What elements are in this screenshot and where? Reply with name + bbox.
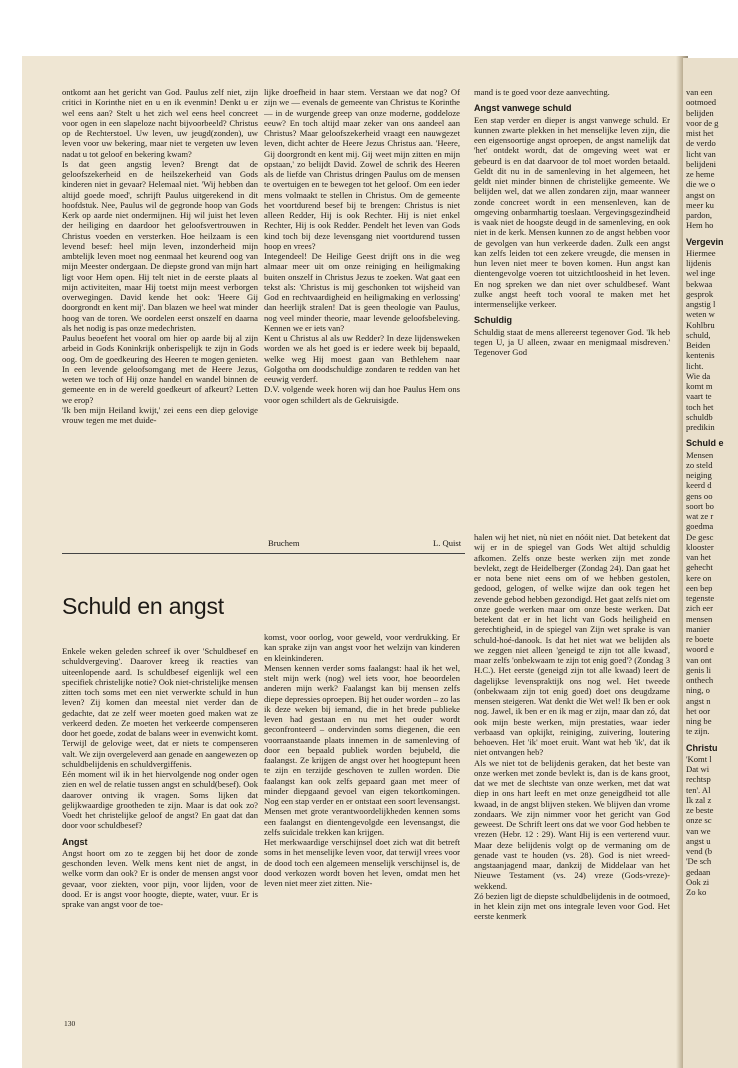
text-line: ootmoed [686,97,717,108]
text-line: toch het [686,401,714,412]
text-line: van we [686,825,711,836]
line-group [686,87,738,231]
text-line: belijdeni [686,158,717,169]
paragraph: ontkomt aan het gericht van God. Paulus zelf niet, zijn critici in Korinthe niet en u en ik evenmin! Denkt u er wel eens aan? Stelt u het zich wel eens heel concreet voor ogen in een slapeloze nacht bijvoorbeeld? Christus op de Rechterstoel. Uw leven, uw jeugd(zonden), uw leven voor uw bekering, maar niet te vergeten uw leven nadat u tot geloof en bekering kwam? [62,87,258,159]
text-line: gehecht [686,562,713,573]
paragraph: D.V. volgende week horen wij dan hoe Paulus Hem ons voor ogen schildert als de Gekruisigde. [264,384,460,405]
text-line: lijdenis [686,258,712,268]
text-line: keerd d [686,480,712,491]
paragraph: Angst hoort om zo te zeggen bij het door de zonde geschonden leven. Welk mens kent niet de angst, in welke vorm dan ook? Er is onder de mensen angst voor gevaar, voor ziekten, voor pijn, voor lijden, voor de dood. Er is angst voor hoogte, diepte, water, vuur. Er is sprake van angst voor de toe- [62,847,258,909]
paragraph: Zó bezien ligt de diepste schuldbelijdenis in de ootmoed, in het klein zijn met ons integrale leven voor God. Het eerste kenmerk [474,890,670,922]
paragraph: 'Ik ben mijn Heiland kwijt,' zei eens een diep gelovige vrouw tegen me met duide- [62,404,258,425]
text-line: re boete [686,634,714,644]
column-4 [62,646,258,976]
text-line: Hem ho [686,220,714,231]
paragraph: mand is te goed voor deze aanvechting. [474,87,610,97]
text-line: kentenis [686,350,715,361]
paragraph: Mensen kennen verder soms faalangst: haal ik het wel, stelt mijn werk (nog) wel iets voor, hoe beoordelen anderen mijn werk? Faalangst kan bij mensen zelfs diepe depressies oproepen. Bij het ouder worden – zo las ik deze weken bij iemand, die in het brede publieke leven had gestaan en nu met het ouder wordt geconfronteerd – ondervinden soms diegenen, die een voorraanstaande plaats innemen in de samenleving of door een bepaald publiek worden bejubeld, die faalangst. Ze krijgen de angst over het hoogtepunt heen te zijn en terzijde geschoven te zullen worden. Die faalangst kan ook zelfs gepaard gaan met meer of minder diepgaand gevoel van eigen tekortkomingen. Nog een stap verder en er ontstaat een soort levensangst. Mensen met grote verantwoordelijkheden kennen soms een faalangst en dientengevolgde een levensangst, die zelfs suïcidale trekken kan krijgen. [264,662,460,837]
text-line: kere on [686,572,712,583]
text-line: Beiden [686,340,711,350]
text-line: Mensen [686,449,714,460]
text-line: een bep [686,582,713,593]
text-line: zich eer [686,603,713,614]
text-line: Ik zal z [686,794,712,805]
text-line: angstig l [686,299,716,309]
text-line: onthech [686,675,714,685]
paragraph: Schuldig staat de mens allereerst tegenover God. 'Ik heb tegen U, ja U alleen, zwaar en menigmaal misdreven.' Tegenover God [474,326,670,357]
text-line: weten w [686,309,715,320]
paragraph: Kent u Christus al als uw Redder? In deze lijdensweken worden we als het goed is er iedere week bij bepaald, welke weg Hij moest gaan van Bethlehem naar Golgotha om doodschuldige zondaren te redden van het eeuwig verderf. [264,333,460,384]
text-line: schuldb [686,411,713,422]
text-line: ze beste [686,805,714,815]
next-page-column [686,87,738,897]
text-line: zo steld [686,459,713,470]
paragraph: Paulus beoefent het vooral om hier op aarde bij al zijn arbeid in Gods Koninkrijk onberispelijk te zijn in Gods oog. Om de goedkeuring des Heeren te mogen genieten. In een levende geloofsomgang met de Heere Jezus, weten we toch of Hij onze handel en wandel binnen de gemeente en in de wereld goedkeurt of afkeurt? Letten we erop? [62,333,258,405]
signature-place: Bruchem [268,538,300,548]
text-line: gesprok [686,288,714,299]
text-line: angst u [686,835,711,846]
text-line: ten'. Al [686,784,711,795]
paragraph: Integendeel! De Heilige Geest drijft ons in die weg almaar meer uit om onze reiniging en heiligmaking buiten onszelf in Christus Jezus te zoeken. Wat gaat een tekst als: 'Christus is mij geschonken tot wijsheid van God en rechtvaardigheid en heiligmaking en verlossing' dan heerlijk stralen! Dat is geen theologie van Paulus, nog veel minder theorie, maar levende geloofsbeleving. Kennen we er iets van? [264,251,460,333]
text-line: meer ku [686,199,714,210]
text-line: 'De sch [686,856,712,867]
text-line: Kohlbru [686,319,715,330]
text-line: klooster [686,541,714,552]
text-line: neiging [686,470,712,480]
subheading: Schuldig [474,315,512,326]
text-line: ning, o [686,685,710,696]
text-line: tegenste [686,593,715,603]
subheading: Vergevin [686,236,724,247]
paragraph: Een stap verder en dieper is angst vanwege schuld. Er kunnen zwarte plekken in het menselijke leven zijn, die een eigensoortige angst oproepen, de angst namelijk dat 'het' ontdekt wordt, dat de omgeving weet wat er gebeurd is en dat daarvoor de tol moet worden betaald. Geldt dit nu in de samenleving in het algemeen, het geldt niet minder binnen de christelijke gemeente. We belijden wel, dat we allen zondaren zijn, maar wanneer zonde concreet wordt in een mensenleven, kan de omgeving onbarmhartig toeslaan. Vergevingsgezindheid is vaak niet de hoogste deugd in de samenleving, en ook niet in de kerk. Mensen kunnen zo de angst hebben voor de gevolgen van hun verkeerde daden. Zulk een angst kan zelfs leiden tot een zekere vreugde, die mensen in hun leven niet meer te boven komen. Hun angst kan dientengevolge voeren tot uitzichtloosheid in het leven. En nog spreken we dan niet over schuldbesef. Want zulke angst heeft toch vooral te maken met het intermenselijke verkeer. [474,114,670,309]
article-title: Schuld en angst [62,593,224,619]
text-line: belijden [686,107,714,118]
paragraph: halen wij het niet, nù niet en nóóit niet. Dat betekent dat wij er in de spiegel van Gods Wet altijd schuldig afkomen. Zelfs onze beste werken zijn met zonde bevlekt, zegt de Heidelberger (Zondag 24). Dan gaat het er nota bene niet eens om of we hebben gestolen, gedood, gelogen, of welke wijze dan ook tegen het zevende gebod hebben gezondigd. Het gaat zelfs niet om onze goede werken maar om onze beste werken. Dat betekent dat er in het licht van Gods heiligheid en gerechtigheid, in de spiegel van Zijn wet sprake is van schuld-hoé-danook. Is dat het niet wat we belijden als we zeggen niet alleen 'geneigd te zijn tot alle kwaad', maar zelfs 'onbekwaam te zijn tot enig goed'? (Zondag 3 H.C.). Het eerste (geneigd zijn tot alle kwaad) leert de dagelijkse levenspraktijk ons nog wel. Het tweede (onbekwaam zijn tot enig goed) doet ons deugdzame mensen steigeren. Wat denkt die Wet wel! Ik ben er ook nog. Jawel, ik ben er en ik mag er zijn, maar dan zó, dat ook mijn beste werken, mijn prestaties, waar ieder verbaasd van opkijkt, reiniging, zuivering, loutering behoeven. Het 'ik' moet eruit. Want wat heb 'ik', dat ik niet ontvangen heb? [474,532,670,758]
text-line: De gesc [686,531,714,542]
text-line: Dat wi [686,764,710,774]
text-line: van een [686,87,713,97]
text-line: mist het [686,128,714,138]
paragraph: Eén moment wil ik in het hiervolgende nog onder ogen zien en wel de relatie tussen angst en schuld(besef). Ook daarover ontving ik vragen. Soms lijken dat gelijkwaardige grootheden te zijn. Maar is dat ook zo? Voedt het christelijke geloof de angst? En gaat dat dan door voor schuldbesef? [62,769,258,831]
text-line: woord e [686,644,714,655]
text-line: ning be [686,716,712,726]
column-6 [474,532,670,978]
text-line: angst on [686,189,715,200]
paragraph: Het merkwaardige verschijnsel doet zich wat dit betreft soms in het menselijke leven voor, dat terwijl vrees voor de dood toch een algemeen menselijk verschijnsel is, de dood verkozen wordt boven het leven, omdat men het leven niet meer ziet zitten. Nie- [264,837,460,888]
subheading: Christu [686,742,718,753]
text-line: Wie da [686,370,711,381]
text-line: onze sc [686,815,712,826]
text-line: wat ze r [686,511,714,521]
text-line: van ont [686,654,712,665]
column-3 [474,87,670,534]
section-divider [62,553,465,554]
text-line: ze heme [686,169,715,179]
text-line: te zijn. [686,726,710,737]
text-line: angst n [686,695,711,706]
text-line: Ook zi [686,876,710,887]
text-line: bekwaa [686,278,713,289]
text-line: rechtsp [686,774,711,785]
text-line: manier [686,623,710,634]
text-line: van het [686,552,712,562]
text-line: vaart te [686,391,712,402]
text-line: vend (b [686,846,713,856]
column-1 [62,87,258,547]
text-line: pardon, [686,210,713,220]
paragraph: komst, voor oorlog, voor geweld, voor verdrukking. Er kan sprake zijn van angst voor het welzijn van kinderen en kleinkinderen. [264,632,460,663]
text-line: gens oo [686,490,713,501]
text-line: de verdo [686,138,716,149]
text-line: gedaan [686,866,711,877]
text-line: licht van [686,148,716,159]
paragraph: Als we niet tot de belijdenis geraken, dat het beste van onze werken met zonde bevlekt is, dan is de kans groot, dat we met de slechtste van onze werken, met dat wat diep in ons hart leeft en met onze geneigdheid tot alle kwaad, in de angst blijven steken. We blijven dan vrome zondaars. We zijn nimmer voor het gericht van God geweest. De Schrift leert ons dat we voor God hebben te vrezen (Hebr. 12 : 29). Want Hij is een verterend vuur. Maar deze belijdenis volgt op de vermaning om de genade vast te houden (vs. 28). God is niet wreed-angstaanjagend maar, dankzij de Middelaar van het Nieuwe Testament (vs. 24) vreze (Gods-vreze)-wekkend. [474,757,670,891]
paragraph: Is dat geen angstig leven? Brengt dat de geloofszekerheid en de heilszekerheid van Gods kinderen niet in gevaar? Helemaal niet. 'Wij hebben dan altijd goede moed', schrijft Paulus uitgerekend in dit hoofdstuk. Nee, Paulus wil de gegronde hoop van Gods Kerk op aarde niet ondermijnen. Hij wil juist het leven der heiliging en daardoor het geloofsvertrouwen in Christus voeden en versterken. Hoe heilzaam is een levend besef: heel mijn leven, inzonderheid mijn ambtelijk leven moet nog eenmaal het keurend oog van mijn Meester ondergaan. De diepste grond van mijn hart ligt voor Hem open. Hij telt niet in de eerste plaats al mijn activiteiten, maar Hij toetst mijn meest verborgen overwegingen. David kende het ook: 'Heere Gij doorgrondt en kent mij'. Dan blazen we heel wat minder hoog van de toren. We oordelen eerst onszelf en daarna als het nodig is pas onze medechristen. [62,158,258,333]
text-line: genis li [686,664,712,675]
text-line: het oor [686,705,711,716]
subheading: Schuld e [686,438,724,449]
paragraph: Enkele weken geleden schreef ik over 'Schuldbesef en schuldvergeving'. Daarover kreeg ik reacties van uiteenlopende aard. Is schuldbesef eigenlijk wel een specifiek christelijke notie? Ook niet-christelijke mensen zitten toch soms met een niet verwerkte schuld in hun leven? Zij komen dan meestal niet verder dan de gedachte, dat ze zelf weer moeten goed maken wat ze verkeerd deden. Ze moeten het verkeerde compenseren door het goede, zodat de balans weer in evenwicht komt. Terwijl de gelovige weet, dat er niets te compenseren valt. We zijn overgeleverd aan genade en aangewezen op schuldbelijdenis en schuldvergiffenis. [62,646,258,769]
text-line: wel inge [686,268,716,279]
text-line: goedma [686,521,714,532]
line-group [686,754,738,898]
page-number: 130 [64,1019,76,1028]
text-line: 'Komt l [686,753,712,764]
text-line: Zo ko [686,887,707,897]
text-line: die we o [686,179,716,190]
subheading: Angst vanwege schuld [474,103,572,114]
signature-author: L. Quist [433,538,462,548]
text-line: voor de g [686,117,719,128]
text-line: Hiermee [686,247,716,258]
column-2 [264,87,460,547]
text-line: mensen [686,613,713,624]
subheading: Angst [62,836,88,847]
text-line: komt m [686,381,713,391]
paragraph: lijke droefheid in haar stem. Verstaan we dat nog? Of zijn we — evenals de gemeente van Christus te Korinthe — in de wurgende greep van onze moderne, goddeloze eeuw? En toch altijd maar zeker van ons aandeel aan Christus? Maar geloofszekerheid vraagt een nauwgezet leven, dicht achter de Heere Jezus Christus aan. 'Heere, Gij doorgrondt en kent mij. Gij weet mijn zitten en mijn opstaan,' zo belijdt David. Zowel de schrik des Heeren als de liefde van Christus dringen Paulus om de mensen te overtuigen en te bewegen tot het geloof. Om een ieder mens volmaakt te stellen in Christus. Om de gemeente het voortdurend besef bij te brengen: Christus is niet alleen Redder, Hij is ook Rechter. Hij is niet enkel Rechter, Hij is ook Redder. Pendelt het leven van Gods kind toch bij deze levensgang niet voortdurend tussen hoop en vrees? [264,87,460,251]
line-group [686,248,738,433]
text-line: predikin [686,422,715,432]
line-group [686,450,738,737]
column-5 [264,632,460,977]
text-line: licht. [686,360,704,371]
text-line: soort bo [686,500,714,511]
text-line: schuld, [686,329,711,340]
